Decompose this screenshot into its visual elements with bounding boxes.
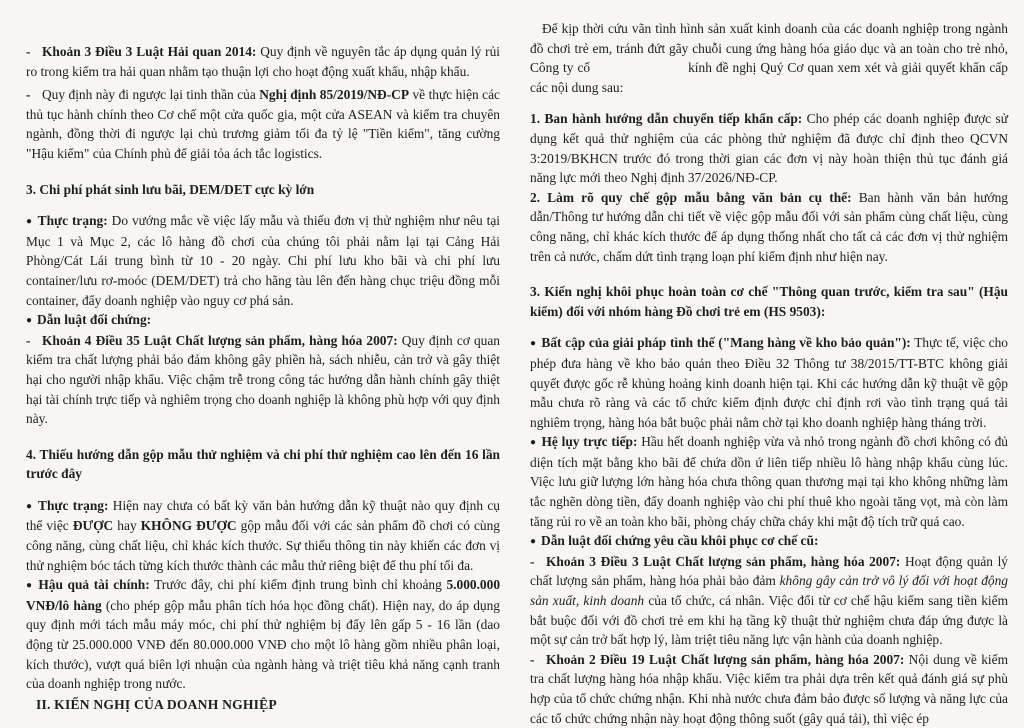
paragraph-text: Quy định cơ quan kiểm tra chất lượng phải bảo đảm không gây phiền hà, sách nhiễu, cản trở và gây thiệt hại cho người nhập khẩu. Việc chậm trễ trong công tác hướng dẫn hành chính gây thiệt hại tài chính trực tiếp và nghiêm trọng cho doanh nghiệp là không phù hợp với quy định này. — [26, 332, 500, 427]
law-label: Khoản 3 Điều 3 Luật Chất lượng sản phẩm, hàng hóa 2007: — [546, 553, 901, 569]
section-2-heading: II. KIẾN NGHỊ CỦA DOANH NGHIỆP — [36, 697, 277, 712]
paragraph-text: kính đề nghị Quý Cơ quan xem xét và giải quyết khẩn cấp các nội dung sau: — [530, 60, 1008, 95]
decree-ref: Nghị định 85/2019/NĐ-CP — [259, 87, 410, 103]
status-label: Thực trạng: — [38, 497, 109, 513]
right-column — [530, 19, 1008, 728]
recommendation-label: 1. Ban hành hướng dẫn chuyển tiếp khẩn cấp: — [530, 111, 803, 127]
italic-quote: không gây cản trở vô lý đối với hoạt động sản xuất, kinh doanh — [530, 573, 1008, 609]
paragraph-text: Thực tế, việc cho phép đưa hàng về kho bảo quản theo Điều 32 Thông tư 38/2015/TT-BTC không giải quyết được gốc rễ khủng hoảng kinh doanh hiện tại. Khi các hướng dẫn kỹ thuật về gộp mẫu chưa rõ ràng và các tổ chức kiểm định được chỉ định rơi vào tình trạng quá tải nghiêm trọng, hàng hóa bắt buộc phải nằm chờ tại kho doanh nghiệp hàng tháng trời. — [530, 335, 1009, 430]
emphasis-not-allowed: KHÔNG ĐƯỢC — [140, 518, 237, 534]
paragraph-text: về thực hiện các thủ tục hành chính theo Cơ chế một cửa quốc gia, một cửa ASEAN và kiểm tra chuyên ngành, đồng thời đi ngược lại chủ trương giảm tối đa tỷ lệ "Tiền kiểm", tăng cường "Hậu kiểm" của Chính phủ để giải tỏa ách tắc logistics. — [26, 87, 500, 161]
financial-label: Hậu quả tài chính: — [38, 577, 150, 593]
law-label: Khoản 4 Điều 35 Luật Chất lượng sản phẩm, hàng hóa 2007: — [42, 332, 398, 348]
paragraph-text: Hầu hết doanh nghiệp vừa và nhỏ trong ngành đồ chơi không có đủ diện tích mặt bằng kho bãi để chứa dồn ứ liên tiếp nhiều lô hàng nhập khẩu cùng lúc. Việc lưu giữ lượng lớn hàng hóa chưa thông quan thương mại tại kho không những làm tắc nghẽn dòng tiền, đẩy doanh nghiệp vào chi phí thuê kho ngoài tăng vọt, mà còn làm tăng rủi ro về an toàn kho bãi, phòng cháy chữa cháy khi mật độ tích trữ quá cao. — [530, 434, 1008, 529]
paragraph-financial-impact: ● Hậu quả tài chính: Trước đây, chi phí kiểm định trung bình chỉ khoảng 5.000.000 VNĐ/lô hàng (cho phép gộp mẫu phân tích hóa học đồng chất). Hiện nay, do áp dụng quy định mới tách mẫu máy móc, chi phí thử nghiệm bị đẩy lên gấp 5 - 16 lần (dao động từ 25.000.000 VNĐ đến 80.000.000 VNĐ cho một lô hàng gồm nhiều phân loại, kích thước), vượt quá biên lợi nhuận của ngành hàng và triệt tiêu khả năng cạnh tranh của doanh nghiệp trong nước. — [26, 577, 501, 692]
recommendation-3-heading: 3. Kiến nghị khôi phục hoàn toàn cơ chế "Thông quan trước, kiểm tra sau" (Hậu kiểm) đối với nhóm hàng Đồ chơi trẻ em (HS 9503): — [530, 284, 1008, 319]
point-label: Hệ lụy trực tiếp: — [541, 434, 638, 450]
paragraph-text: Hoạt động quản lý chất lượng sản phẩm, hàng hóa phải bảo đảm — [530, 553, 1008, 589]
paragraph-customs-law: - Khoản 3 Điều 3 Luật Hải quan 2014: Quy định về nguyên tắc áp dụng quản lý rủi ro trong kiểm tra hải quan nhằm tạo thuận lợi cho hoạt động xuất khẩu, nhập khẩu. — [26, 44, 501, 79]
law-label: Khoản 2 Điều 19 Luật Chất lượng sản phẩm, hàng hóa 2007: — [546, 651, 905, 667]
paragraph-text: Để kịp thời cứu vãn tình hình sản xuất kinh doanh của các doanh nghiệp trong ngành đồ chơi trẻ em, tránh đứt gãy chuỗi cung ứng hàng hóa giáo dục và an toàn cho trẻ nhỏ, Công ty cổ — [530, 21, 1008, 76]
paragraph-sample-status: ● Thực trạng: Hiện nay chưa có bất kỳ văn bản hướng dẫn kỹ thuật nào quy định cụ thể việc ĐƯỢC hay KHÔNG ĐƯỢC gộp mẫu đối với các sản phẩm đồ chơi có cùng công năng, cùng chất liệu, chỉ khác kích thước. Sự thiếu thông tin này khiến các đơn vị thử nghiệm bóc tách từng kích thước thành các mẫu thử riêng biệt để thu phí tối đa. — [26, 497, 500, 573]
paragraph-status: ● Thực trạng: Do vướng mắc về việc lấy mẫu và thiếu đơn vị thử nghiệm như nêu tại Mục 1 và Mục 2, các lô hàng đồ chơi của chúng tôi phải nằm lại tại Cảng Hải Phòng/Cát Lái trung bình từ 10 - 20 ngày. Chi phí lưu kho bãi và chi phí lưu container/lưu rơ-moóc (DEM/DET) trả cho hãng tàu lên đến hàng chục triệu đồng mỗi container, đẩy doanh nghiệp vào nguy cơ phá sản. — [26, 213, 500, 308]
section-4-heading: 4. Thiếu hướng dẫn gộp mẫu thử nghiệm và chi phí thử nghiệm cao lên đến 16 lần trước đây — [26, 446, 500, 482]
paragraph-consequences: ● Hệ lụy trực tiếp: Hầu hết doanh nghiệp vừa và nhỏ trong ngành đồ chơi không có đủ diện tích mặt bằng kho bãi để chứa dồn ứ liên tiếp nhiều lô hàng nhập khẩu cùng lúc. Việc lưu giữ lượng lớn hàng hóa chưa thông quan thương mại tại kho không những làm tắc nghẽn dòng tiền, đẩy doanh nghiệp vào chi phí thuê kho ngoài tăng vọt, mà còn làm tăng rủi ro về an toàn kho bãi, phòng cháy chữa cháy khi mật độ tích trữ quá cao. — [530, 434, 1008, 529]
intro-paragraph — [530, 19, 1008, 97]
legal-label: Dẫn luật đối chứng: — [37, 312, 152, 328]
paragraph-text: gộp mẫu đối với các sản phẩm đồ chơi có cùng công năng, cùng chất liệu, chỉ khác kích thước. Sự thiếu thông tin này khiến các đơn vị thử nghiệm bóc tách từng kích thước thành các mẫu thử riêng biệt để thu phí tối đa. — [26, 518, 500, 573]
paragraph-text: của tổ chức, cá nhân. Việc đổi từ cơ chế hậu kiểm sang tiền kiểm bắt buộc đối với đồ chơi trẻ em khi hạ tầng kỹ thuật thử nghiệm chưa đáp ứng được là một sự cản trở bất hợp lý, làm triệt tiêu năng lực vận hành của doanh nghiệp. — [530, 593, 1008, 648]
paragraph-text: hay — [113, 518, 141, 534]
recommendation-1 — [530, 109, 1008, 187]
paragraph-text: Quy định này đi ngược lại tinh thần của — [42, 87, 260, 103]
paragraph-text: Quy định về nguyên tắc áp dụng quản lý rủi ro trong kiểm tra hải quan nhằm tạo thuận lợi cho hoạt động xuất khẩu, nhập khẩu. — [26, 44, 501, 79]
paragraph-law-article-3: - Khoản 3 Điều 3 Luật Chất lượng sản phẩm, hàng hóa 2007: Hoạt động quản lý chất lượng sản phẩm, hàng hóa phải bảo đảm không gây cản trở vô lý đối với hoạt động sản xuất, kinh doanh của tổ chức, cá nhân. Việc đổi từ cơ chế hậu kiểm sang tiền kiểm bắt buộc đối với đồ chơi trẻ em khi hạ tầng kỹ thuật thử nghiệm chưa đáp ứng được là một sự cản trở bất hợp lý, làm triệt tiêu năng lực vận hành của doanh nghiệp. — [530, 553, 1008, 648]
amount-value: 5.000.000 VNĐ/lô hàng — [26, 577, 501, 613]
section-3-heading: 3. Chi phí phát sinh lưu bãi, DEM/DET cực kỳ lớn — [26, 181, 315, 197]
legal-reference-heading: ● Dẫn luật đối chứng: — [26, 312, 152, 328]
point-label: Bất cập của giải pháp tình thế ("Mang hàng về kho bảo quản"): — [541, 335, 911, 351]
emphasis-allowed: ĐƯỢC — [72, 518, 114, 534]
paragraph-law-article-19: - Khoản 2 Điều 19 Luật Chất lượng sản phẩm, hàng hóa 2007: Nội dung về kiểm tra chất lượng hàng hóa nhập khẩu. Việc kiểm tra phải dựa trên kết quả đánh giá sự phù hợp của tổ chức chứng nhận. Khi nhà nước chưa đảm bảo được số lượng và năng lực của các tổ chức chứng nhận này hoạt động thông suốt (gây quá tải), thì việc ép — [530, 651, 1008, 726]
law-label: Khoản 3 Điều 3 Luật Hải quan 2014: — [42, 44, 257, 59]
paragraph-text: Ban hành văn bản hướng dẫn/Thông tư hướng dẫn chi tiết về việc gộp mẫu đối với sản phẩm cùng chất liệu, cùng công năng, chỉ khác kích thước để áp dụng thống nhất cho tất cả các đơn vị thử nghiệm trên cả nước, chấm dứt tình trạng loạn phí kiểm định như hiện nay. — [530, 189, 1008, 264]
paragraph-text: Hiện nay chưa có bất kỳ văn bản hướng dẫn kỹ thuật nào quy định cụ thể việc — [26, 497, 500, 534]
recommendation-label: 2. Làm rõ quy chế gộp mẫu bằng văn bản cụ thể: — [530, 189, 852, 205]
point-label: Dẫn luật đối chứng yêu cầu khôi phục cơ chế cũ: — [541, 533, 819, 549]
paragraph-text: Do vướng mắc về việc lấy mẫu và thiếu đơn vị thử nghiệm như nêu tại Mục 1 và Mục 2, các lô hàng đồ chơi của chúng tôi phải nằm lại tại Cảng Hải Phòng/Cát Lái trung bình từ 10 - 20 ngày. Chi phí lưu kho bãi và chi phí lưu container/lưu rơ-moóc (DEM/DET) trả cho hãng tàu lên đến hàng chục triệu đồng mỗi container, đẩy doanh nghiệp vào nguy cơ phá sản. — [26, 213, 500, 308]
paragraph-text: Cho phép các doanh nghiệp được sử dụng kết quả thử nghiệm của các phòng thử nghiệm đã được chỉ định theo QCVN 3:2019/BKHCN trước đó trong thời gian các đơn vị này hoàn thiện thủ tục đánh giá năng lực mới theo Nghị định 37/2026/NĐ-CP. — [530, 111, 1008, 186]
status-label: Thực trạng: — [37, 213, 108, 229]
legal-reference-heading: ● Dẫn luật đối chứng yêu cầu khôi phục cơ chế cũ: — [530, 533, 819, 549]
paragraph-text: (cho phép gộp mẫu phân tích hóa học đồng chất). Hiện nay, do áp dụng quy định mới tách mẫu máy móc, chi phí thử nghiệm bị đẩy lên gấp 5 - 16 lần (dao động từ 25.000.000 VNĐ đến 80.000.000 VNĐ cho một lô hàng gồm nhiều phân loại, kích thước), vượt quá biên lợi nhuận của ngành hàng và triệt tiêu khả năng cạnh tranh của doanh nghiệp trong nước. — [26, 597, 500, 692]
left-column — [26, 42, 500, 694]
paragraph-decree: - Quy định này đi ngược lại tinh thần của Nghị định 85/2019/NĐ-CP về thực hiện các thủ tục hành chính theo Cơ chế một cửa quốc gia, một cửa ASEAN và kiểm tra chuyên ngành, đồng thời đi ngược lại chủ trương giảm tối đa tỷ lệ "Tiền kiểm", tăng cường "Hậu kiểm" của Chính phủ để giải tỏa ách tắc logistics. — [26, 87, 500, 161]
paragraph-text: Trước đây, chi phí kiểm định trung bình chỉ khoảng — [149, 577, 447, 593]
paragraph-quality-law: - Khoản 4 Điều 35 Luật Chất lượng sản phẩm, hàng hóa 2007: Quy định cơ quan kiểm tra chất lượng phải bảo đảm không gây phiền hà, sách nhiễu, cản trở và gây thiệt hại cho người nhập khẩu. Việc chậm trễ trong công tác hướng dẫn hành chính gây thiệt hại tài chính trực tiếp và nghiêm trọng cho doanh nghiệp là không phù hợp với quy định này. — [26, 332, 500, 427]
paragraph-text: Nội dung về kiểm tra chất lượng hàng hóa nhập khẩu. Việc kiểm tra phải dựa trên kết quả đánh giá sự phù hợp của tổ chức chứng nhận. Khi nhà nước chưa đảm bảo được số lượng và năng lực của các tổ chức chứng nhận này hoạt động thông suốt (gây quá tải), thì việc ép — [530, 651, 1008, 726]
recommendation-2 — [530, 188, 1008, 266]
paragraph-interim-solution: ● Bất cập của giải pháp tình thế ("Mang hàng về kho bảo quản"): Thực tế, việc cho phép đưa hàng về kho bảo quản theo Điều 32 Thông tư 38/2015/TT-BTC không giải quyết được gốc rễ khủng hoảng kinh doanh hiện tại. Khi các hướng dẫn kỹ thuật về gộp mẫu chưa rõ ràng và các tổ chức kiểm định được chỉ định rơi vào tình trạng quá tải nghiêm trọng, hàng hóa bắt buộc phải nằm chờ tại kho doanh nghiệp hàng tháng trời. — [530, 335, 1009, 430]
